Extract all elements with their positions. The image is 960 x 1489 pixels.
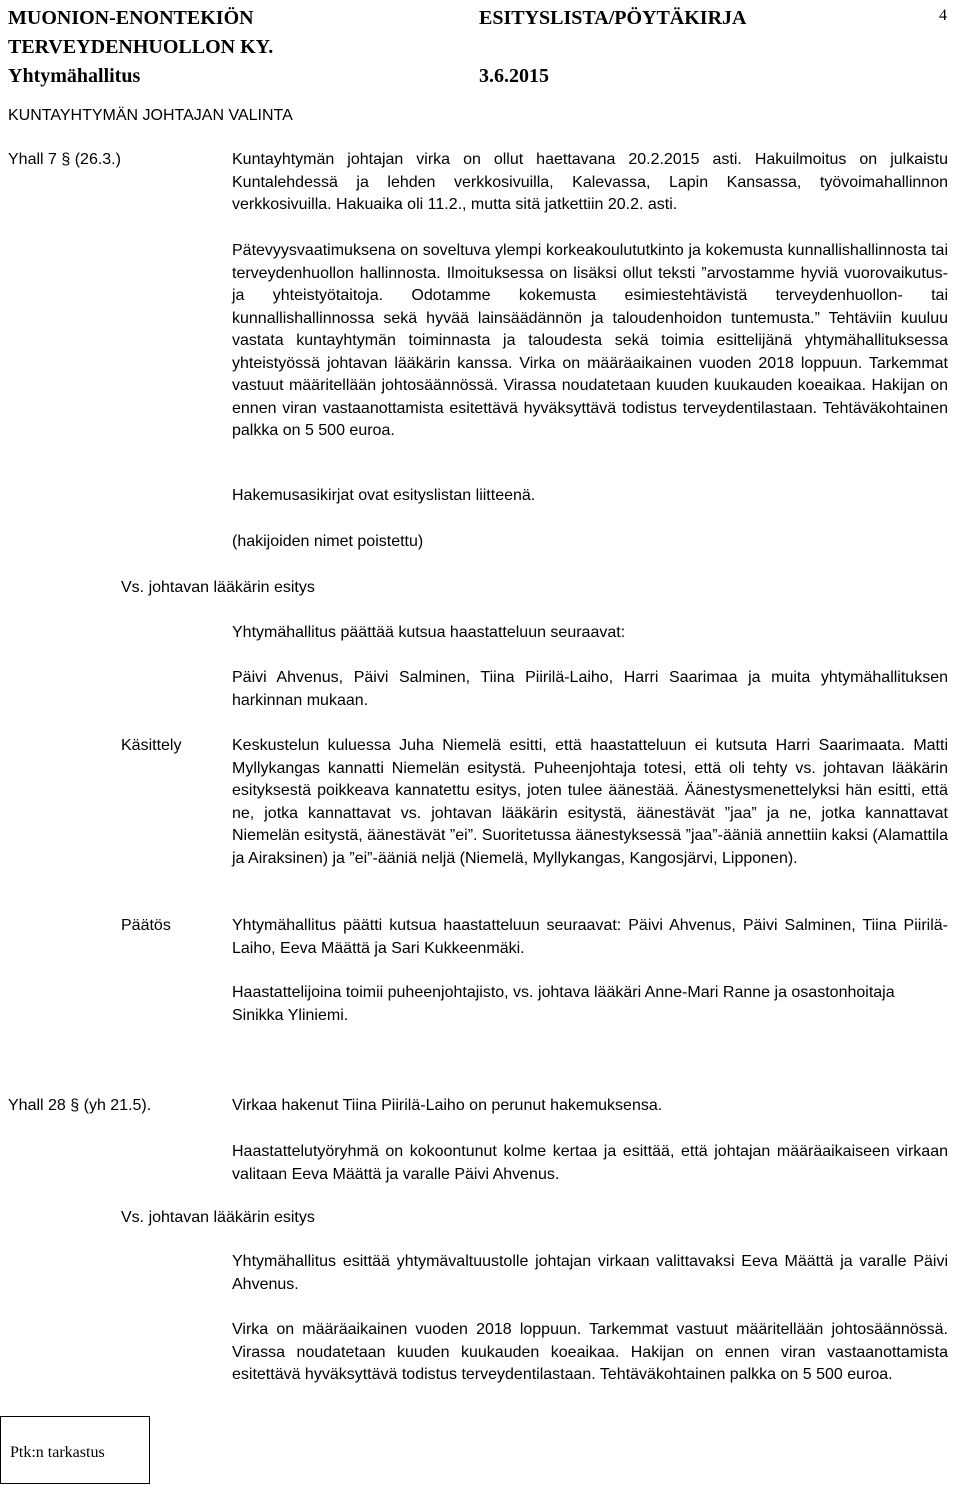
decision-label: Päätös [121, 917, 171, 934]
org-name-line2: TERVEYDENHUOLLON KY. [8, 36, 274, 58]
organization-header [8, 4, 273, 91]
proposal-paragraph: Yhtymähallitus esittää yhtymävaltuustolle johtajan virkaan valittavaksi Eeva Määttä ja varalle Päivi Ahvenus. [232, 1253, 948, 1293]
interview-group-paragraph: Haastattelutyöryhmä on kokoontunut kolme kertaa ja esittää, että johtajan määräaikaiseen virkaan valitaan Eeva Määttä ja varalle Päivi Ahvenus. [232, 1143, 948, 1183]
review-label: Ptk:n tarkastus [10, 1444, 105, 1461]
item-reference: Yhall 28 § (yh 21.5). [8, 1097, 152, 1114]
terms-paragraph: Virka on määräaikainen vuoden 2018 loppuun. Tarkemmat vastuut määritellään johtosäännössä. Virassa noudatetaan kuuden kuukauden koeaikaa. Hakijan on ennen viran vastaanottamista esitettävä hyväksyttävä todistus terveydentilastaan. Tehtäväkohtainen palkka on 5 500 euroa. [232, 1321, 948, 1383]
document-date: 3.6.2015 [479, 65, 549, 87]
handling-paragraph: Keskustelun kuluessa Juha Niemelä esitti, että haastatteluun ei kutsuta Harri Saarimaata. Matti Myllykangas kannatti Niemelän esitystä. Puheenjohtaja totesi, että oli tehty vs. johtavan lääkärin esityksestä poikkeava kannatettu esitys, joten tulee äänestää. Äänestysmenettelyksi hän esitti, että ne, jotka kannattavat vs. johtavan lääkärin esitystä, äänestävät ”jaa” ja ne, jotka kannattavat Niemelän esitystä, äänestävät ”ei”. Suoritetussa äänestyksessä ”jaa”-ääniä annettiin kaksi (Alamattila ja Airaksinen) ja ”ei”-ääniä neljä (Niemelä, Myllykangas, Kangosjärvi, Lipponen). [232, 737, 948, 867]
org-name-line1: MUONION-ENONTEKIÖN [8, 7, 254, 29]
names-removed-note: (hakijoiden nimet poistettu) [232, 533, 424, 550]
attachments-paragraph: Hakemusasikirjat ovat esityslistan liitteenä. [232, 487, 536, 504]
requirements-paragraph: Pätevyysvaatimuksena on soveltuva ylempi korkeakoulututkinto ja kokemusta kunnallishallinnosta tai terveydenhuollon hallinnosta. Ilmoituksessa on lisäksi ollut teksti ”arvostamme hyviä vuorovaikutus- ja yhteistyötaitoja. Odotamme kokemusta esimiestehtävistä terveydenhuollon- tai kunnallishallinnossa sekä hyvää lainsäädännön ja taloudenhoidon tuntemusta.” Tehtäviin kuuluu vastata kuntayhtymän toiminnasta ja taloudesta sekä toimia esittelijänä yhtymähallituksessa yhteistyössä johtavan lääkärin kanssa. Virka on määräaikainen vuoden 2018 loppuun. Tarkemmat vastuut määritellään johtosäännössä. Virassa noudatetaan kuuden kuukauden koeaikaa. Hakijan on ennen viran vastaanottamista esitettävä hyväksyttävä todistus terveydentilastaan. Tehtäväkohtainen palkka on 5 500 euroa. [232, 242, 948, 439]
item-reference: Yhall 7 § (26.3.) [8, 151, 121, 168]
proposal-label: Vs. johtavan lääkärin esitys [121, 579, 315, 596]
page-number: 4 [939, 7, 947, 24]
proposal-paragraph: Yhtymähallitus päättää kutsua haastatteluun seuraavat: [232, 624, 626, 641]
document-type: ESITYSLISTA/PÖYTÄKIRJA [479, 7, 747, 29]
section-title: KUNTAYHTYMÄN JOHTAJAN VALINTA [8, 107, 293, 124]
document-type-header [479, 4, 746, 91]
vacancy-intro-paragraph: Kuntayhtymän johtajan virka on ollut haettavana 20.2.2015 asti. Hakuilmoitus on julkaistu Kuntalehdessä ja lehden verkkosivuilla, Kalevassa, Lapin Kansassa, työvoimahallinnon verkkosivuilla. Hakuaika oli 11.2., mutta sitä jatkettiin 20.2. asti. [232, 151, 948, 213]
withdrawal-paragraph: Virkaa hakenut Tiina Piirilä-Laiho on perunut hakemuksensa. [232, 1097, 663, 1114]
proposal-label: Vs. johtavan lääkärin esitys [121, 1209, 315, 1226]
invitees-paragraph: Päivi Ahvenus, Päivi Salminen, Tiina Piirilä-Laiho, Harri Saarimaa ja muita yhtymähallituksen harkinnan mukaan. [232, 669, 948, 709]
org-body: Yhtymähallitus [8, 65, 141, 87]
decision-paragraph: Yhtymähallitus päätti kutsua haastatteluun seuraavat: Päivi Ahvenus, Päivi Salminen, Tiina Piirilä-Laiho, Eeva Määttä ja Sari Kukkeenmäki. [232, 917, 948, 957]
interviewers-paragraph: Haastattelijoina toimii puheenjohtajisto, vs. johtava lääkäri Anne-Mari Ranne ja osastonhoitaja Sinikka Yliniemi. [232, 984, 895, 1024]
handling-label: Käsittely [121, 737, 182, 754]
